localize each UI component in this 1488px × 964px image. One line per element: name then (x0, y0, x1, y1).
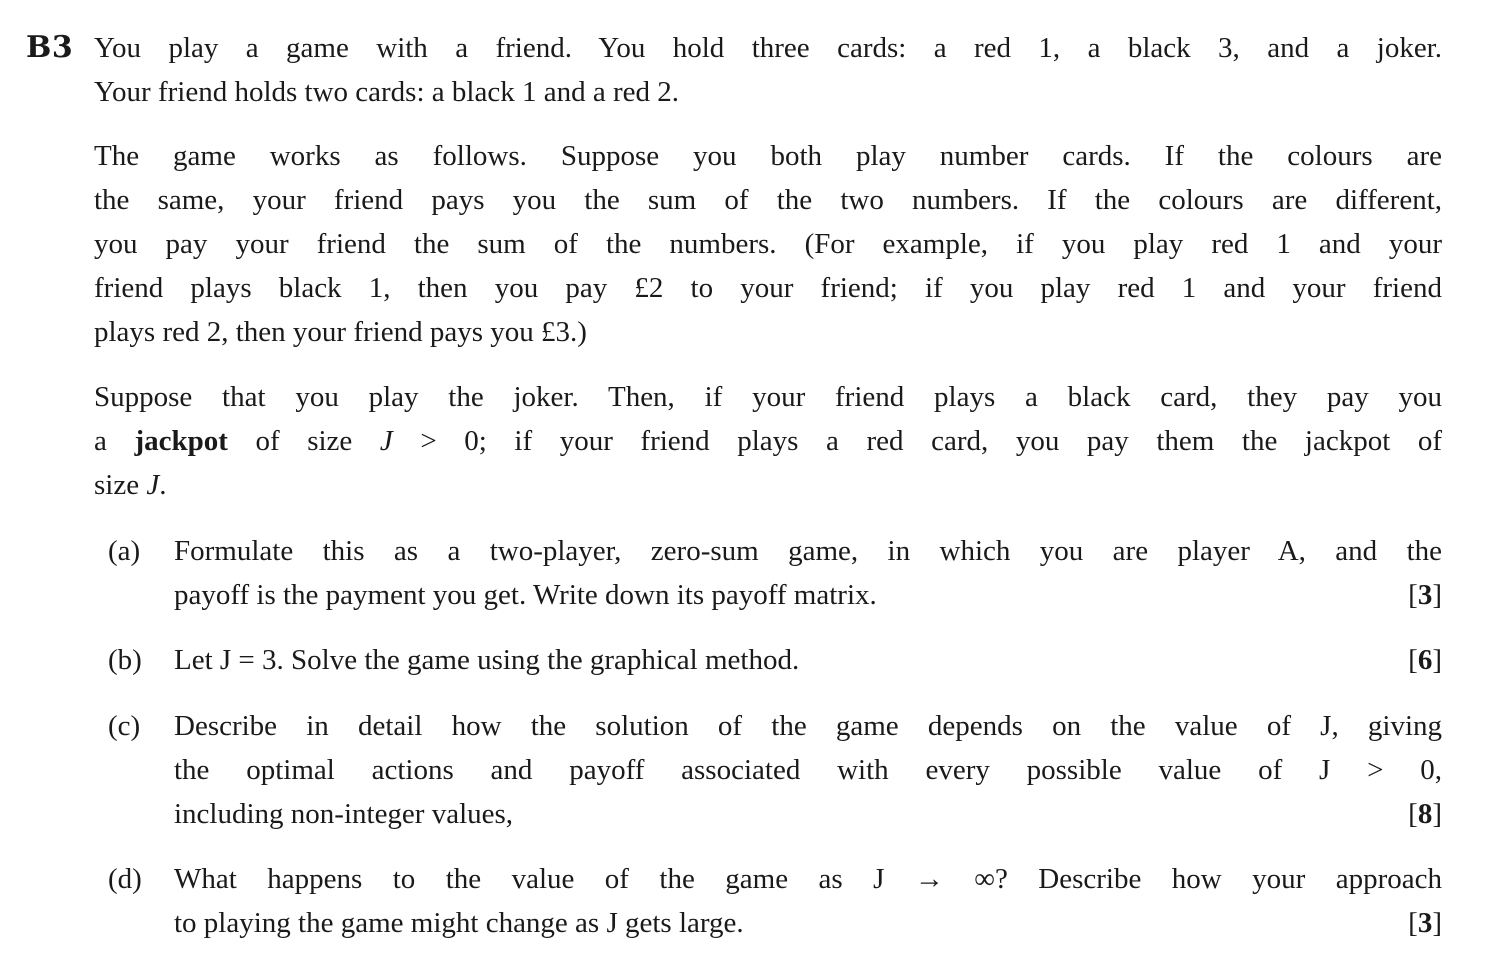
part-body (174, 857, 1442, 945)
joker-line: Suppose that you play the joker. Then, if your friend plays a black card, they pay you (94, 381, 1442, 413)
marks-badge: [3] (1408, 907, 1442, 939)
jackpot-keyword: jackpot (134, 425, 228, 457)
marks-value: 3 (1417, 907, 1433, 939)
joker-paragraph (94, 375, 1442, 507)
part-line: payoff is the payment you get. Write down its payoff matrix. (174, 579, 877, 611)
part-tag: (a) (108, 535, 141, 567)
part-line: to playing the game might change as J gets large. (174, 907, 744, 939)
intro-line: You play a game with a friend. You hold three cards: a red 1, a black 3, and a joker. (94, 32, 1442, 64)
marks-badge: [8] (1408, 798, 1442, 830)
joker-text: . (159, 469, 167, 501)
joker-text: a (94, 425, 135, 457)
joker-text: size (94, 469, 147, 501)
jackpot-variable: J (379, 425, 393, 457)
part-tag: (c) (108, 710, 141, 742)
part-a (108, 529, 1442, 617)
marks-value: 3 (1417, 579, 1433, 611)
part-line: the optimal actions and payoff associated with every possible value of J > 0, (174, 754, 1442, 786)
marks-value: 8 (1417, 798, 1433, 830)
rules-line: The game works as follows. Suppose you both play number cards. If the colours are (94, 140, 1442, 172)
part-c (108, 704, 1442, 836)
part-line: including non-integer values, (174, 798, 514, 830)
joker-text: > 0; if your friend plays a red card, you pay them the jackpot of (392, 425, 1443, 457)
part-b (108, 638, 1442, 682)
part-line: Let J = 3. Solve the game using the graphical method. (174, 644, 800, 676)
part-line: Describe in detail how the solution of the game depends on the value of J, giving (174, 710, 1442, 742)
marks-badge: [3] (1408, 579, 1442, 611)
rules-line: friend plays black 1, then you pay £2 to your friend; if you play red 1 and your friend (94, 272, 1442, 304)
part-tag: (d) (108, 863, 142, 895)
part-tag: (b) (108, 644, 142, 676)
question-label: B3 (26, 30, 74, 65)
part-body (174, 529, 1442, 617)
joker-line (94, 463, 1442, 507)
rules-line: you pay your friend the sum of the numbers. (For example, if you play red 1 and your (94, 228, 1442, 260)
part-body (174, 638, 1442, 682)
rules-line: plays red 2, then your friend pays you £3.) (94, 316, 587, 348)
jackpot-variable: J (146, 469, 160, 501)
part-body (174, 704, 1442, 836)
marks-value: 6 (1417, 644, 1433, 676)
joker-line (94, 419, 1442, 463)
part-line: What happens to the value of the game as J → ∞? Describe how your approach (174, 863, 1442, 895)
joker-text: of size (227, 425, 380, 457)
part-line: Formulate this as a two-player, zero-sum game, in which you are player A, and the (174, 535, 1442, 567)
rules-paragraph (94, 134, 1442, 354)
marks-badge: [6] (1408, 644, 1442, 676)
part-d (108, 857, 1442, 945)
rules-line: the same, your friend pays you the sum of the two numbers. If the colours are different, (94, 184, 1442, 216)
intro-line: Your friend holds two cards: a black 1 and a red 2. (94, 76, 679, 108)
intro-paragraph (94, 26, 1442, 114)
